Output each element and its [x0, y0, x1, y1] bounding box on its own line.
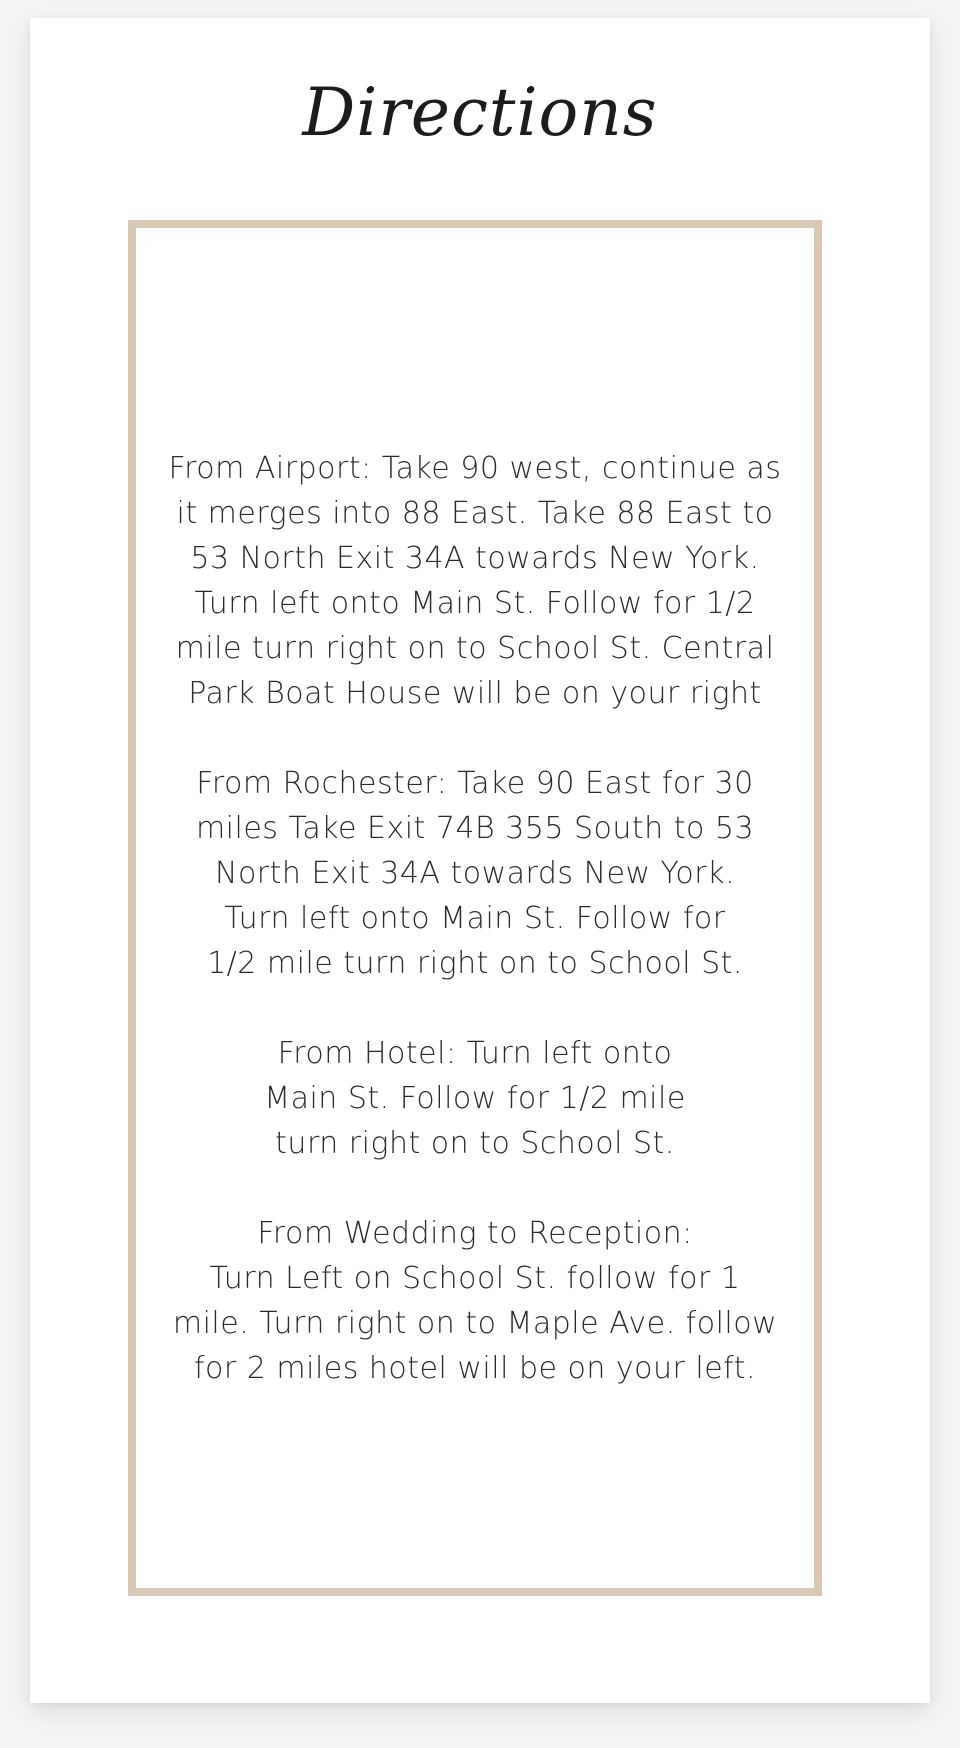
- text-line: From Rochester: Take 90 East for 30: [196, 766, 754, 801]
- text-line: 53 North Exit 34A towards New York.: [190, 541, 760, 576]
- text-line: it merges into 88 East. Take 88 East to: [176, 496, 774, 531]
- text-line: Park Boat House will be on your right: [188, 676, 762, 711]
- text-line: miles Take Exit 74B 355 South to 53: [195, 811, 755, 846]
- text-line: 1/2 mile turn right on to School St.: [207, 946, 743, 981]
- text-line: Turn left onto Main St. Follow for 1/2: [194, 586, 756, 621]
- text-line: Turn Left on School St. follow for 1: [209, 1261, 741, 1296]
- text-line: mile turn right on to School St. Central: [175, 631, 775, 666]
- text-line: From Hotel: Turn left onto: [277, 1036, 673, 1071]
- directions-airport: [148, 446, 802, 716]
- text-line: Main St. Follow for 1/2 mile: [264, 1081, 686, 1116]
- text-line: From Airport: Take 90 west, continue as: [168, 451, 782, 486]
- card-title: Directions: [302, 74, 658, 151]
- text-line: for 2 miles hotel will be on your left.: [193, 1351, 757, 1386]
- directions-hotel: [148, 1031, 802, 1166]
- text-line: From Wedding to Reception:: [257, 1216, 693, 1251]
- directions-card: [30, 18, 930, 1703]
- text-line: turn right on to School St.: [275, 1126, 675, 1161]
- directions-body: [148, 446, 802, 1436]
- directions-frame: [128, 220, 822, 1596]
- text-line: Turn left onto Main St. Follow for: [224, 901, 726, 936]
- directions-wedding-to-reception: [148, 1211, 802, 1391]
- directions-rochester: [148, 761, 802, 986]
- text-line: North Exit 34A towards New York.: [215, 856, 735, 891]
- text-line: mile. Turn right on to Maple Ave. follow: [172, 1306, 778, 1341]
